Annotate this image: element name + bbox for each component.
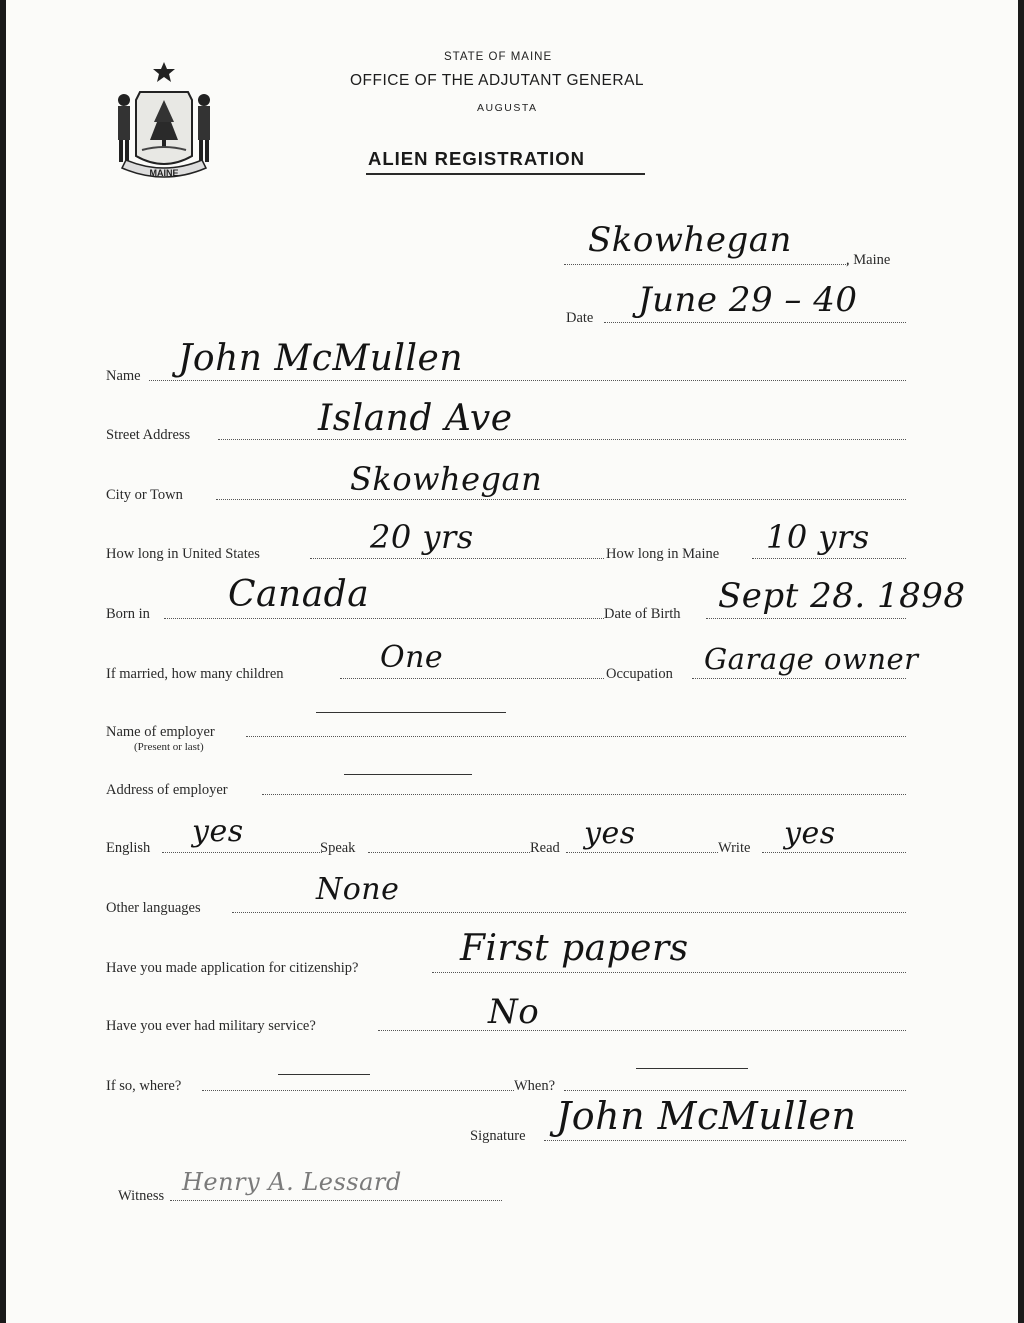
occupation-value[interactable]: Garage owner bbox=[704, 642, 919, 676]
witness-value[interactable]: Henry A. Lessard bbox=[182, 1168, 402, 1196]
occupation-label: Occupation bbox=[606, 666, 673, 682]
witness-label: Witness bbox=[118, 1188, 165, 1204]
write-value[interactable]: yes bbox=[784, 816, 836, 851]
employer-blank-dash bbox=[316, 712, 506, 713]
when-line bbox=[564, 1090, 906, 1091]
born-in-value[interactable]: Canada bbox=[228, 574, 370, 615]
years-us-line bbox=[310, 558, 604, 559]
read-label: Read bbox=[530, 840, 560, 856]
years-maine-value[interactable]: 10 yrs bbox=[766, 518, 870, 556]
english-label: English bbox=[106, 840, 151, 856]
city-value[interactable]: Skowhegan bbox=[350, 460, 543, 498]
signature-label: Signature bbox=[470, 1128, 526, 1144]
title-underline bbox=[366, 173, 645, 175]
city-line bbox=[216, 499, 906, 500]
citizenship-value[interactable]: First papers bbox=[460, 928, 689, 969]
years-us-label: How long in United States bbox=[106, 546, 260, 562]
location-line bbox=[564, 264, 848, 265]
registration-form bbox=[6, 0, 1018, 1323]
other-languages-line bbox=[232, 912, 906, 913]
born-in-line bbox=[164, 618, 604, 619]
other-languages-label: Other languages bbox=[106, 900, 201, 916]
dob-label: Date of Birth bbox=[604, 606, 681, 622]
location-suffix: , Maine bbox=[846, 252, 891, 268]
witness-line bbox=[170, 1200, 502, 1201]
form-title: ALIEN REGISTRATION bbox=[368, 148, 586, 169]
military-value[interactable]: No bbox=[488, 992, 540, 1032]
years-maine-line bbox=[752, 558, 906, 559]
signature-line bbox=[544, 1140, 906, 1141]
employer-address-label: Address of employer bbox=[106, 782, 228, 798]
english-value[interactable]: yes bbox=[192, 814, 244, 849]
where-line bbox=[202, 1090, 514, 1091]
date-value[interactable]: June 29 – 40 bbox=[638, 280, 858, 320]
citizenship-line bbox=[432, 972, 906, 973]
employer-line bbox=[246, 736, 906, 737]
years-maine-label: How long in Maine bbox=[606, 546, 720, 562]
when-label: When? bbox=[514, 1078, 556, 1094]
children-value[interactable]: One bbox=[380, 640, 444, 675]
date-line bbox=[604, 322, 906, 323]
street-line bbox=[218, 439, 906, 440]
speak-label: Speak bbox=[320, 840, 356, 856]
location-value[interactable]: Skowhegan bbox=[588, 220, 792, 260]
dob-value[interactable]: Sept 28. 1898 bbox=[718, 576, 966, 616]
maine-seal-icon bbox=[110, 60, 218, 190]
header-office: OFFICE OF THE ADJUTANT GENERAL bbox=[350, 72, 645, 89]
name-label: Name bbox=[106, 368, 141, 384]
citizenship-label: Have you made application for citizenship? bbox=[106, 960, 359, 976]
street-value[interactable]: Island Ave bbox=[318, 398, 513, 439]
born-in-label: Born in bbox=[106, 606, 150, 622]
signature-value[interactable]: John McMullen bbox=[556, 1094, 857, 1138]
where-blank-dash bbox=[278, 1074, 370, 1075]
street-label: Street Address bbox=[106, 427, 191, 443]
children-label: If married, how many children bbox=[106, 666, 284, 682]
name-line bbox=[149, 380, 906, 381]
name-value[interactable]: John McMullen bbox=[178, 338, 464, 379]
years-us-value[interactable]: 20 yrs bbox=[370, 518, 474, 556]
read-line bbox=[566, 852, 718, 853]
header-city: AUGUSTA bbox=[477, 102, 538, 114]
employer-label: Name of employer bbox=[106, 724, 215, 740]
date-label: Date bbox=[566, 310, 594, 326]
employer-address-line bbox=[262, 794, 906, 795]
write-label: Write bbox=[718, 840, 751, 856]
employer-address-blank-dash bbox=[344, 774, 472, 775]
read-value[interactable]: yes bbox=[584, 816, 636, 851]
military-line bbox=[378, 1030, 906, 1031]
employer-sublabel: (Present or last) bbox=[134, 741, 204, 753]
dob-line bbox=[706, 618, 906, 619]
speak-line bbox=[368, 852, 530, 853]
english-line bbox=[162, 852, 322, 853]
military-label: Have you ever had military service? bbox=[106, 1018, 316, 1034]
occupation-line bbox=[692, 678, 906, 679]
seal-banner-text: MAINE bbox=[149, 168, 179, 178]
when-blank-dash bbox=[636, 1068, 748, 1069]
header-state: STATE OF MAINE bbox=[444, 51, 553, 63]
city-label: City or Town bbox=[106, 487, 183, 503]
children-line bbox=[340, 678, 604, 679]
where-label: If so, where? bbox=[106, 1078, 182, 1094]
other-languages-value[interactable]: None bbox=[316, 872, 400, 907]
write-line bbox=[762, 852, 906, 853]
